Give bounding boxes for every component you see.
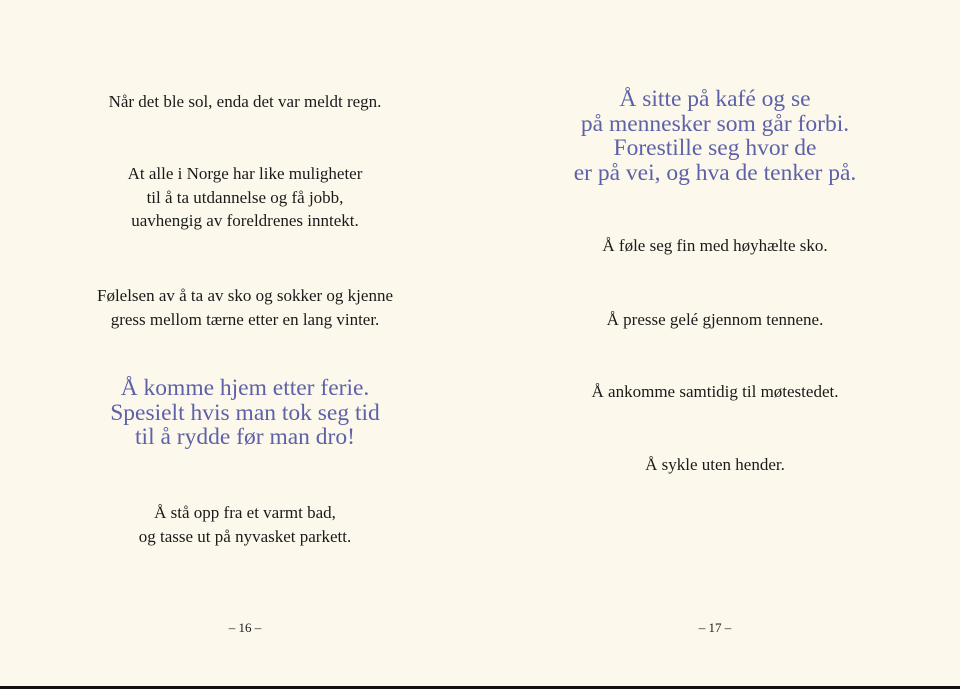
quote-line: på mennesker som går forbi.: [580, 110, 850, 137]
quote-line: Å ankomme samtidig til møtestedet.: [591, 382, 839, 401]
quote-line: At alle i Norge har like muligheter: [127, 164, 363, 183]
quote-line: Forestille seg hvor de: [613, 135, 817, 161]
quote-line: Å føle seg fin med høyhælte sko.: [602, 236, 828, 255]
quote-block: [470, 308, 960, 332]
quote-line: Spesielt hvis man tok seg tid: [110, 399, 380, 426]
quote-line: Når det ble sol, enda det var meldt regn.: [108, 92, 382, 111]
quote-block: [0, 90, 490, 114]
quote-block: [470, 234, 960, 258]
quote-line: og tasse ut på nyvasket parkett.: [138, 526, 352, 546]
quote-block: [0, 501, 490, 548]
highlighted-quote-block: [470, 87, 960, 185]
quote-line: Følelsen av å ta av sko og sokker og kjenne: [96, 286, 393, 305]
quote-line: gress mellom tærne etter en lang vinter.: [110, 309, 380, 329]
quote-block: [0, 284, 490, 331]
page-number: – 17 –: [698, 620, 732, 635]
quote-line: til å ta utdannelse og få jobb,: [146, 187, 344, 207]
highlighted-quote-block: [0, 376, 490, 450]
quote-line: Å komme hjem etter ferie.: [120, 375, 370, 401]
quote-block: [0, 162, 490, 233]
quote-line: Å presse gelé gjennom tennene.: [606, 310, 824, 329]
quote-line: er på vei, og hva de tenker på.: [573, 159, 857, 186]
quote-line: Å sitte på kafé og se: [619, 86, 811, 112]
quote-line: Å stå opp fra et varmt bad,: [154, 503, 336, 522]
quote-block: [470, 453, 960, 477]
quote-line: til å rydde før man dro!: [135, 424, 355, 450]
page-number: – 16 –: [228, 620, 262, 635]
quote-block: [470, 380, 960, 404]
quote-line: Å sykle uten hender.: [645, 455, 785, 474]
right-page: [470, 0, 960, 686]
quote-line: uavhengig av foreldrenes inntekt.: [131, 211, 359, 230]
